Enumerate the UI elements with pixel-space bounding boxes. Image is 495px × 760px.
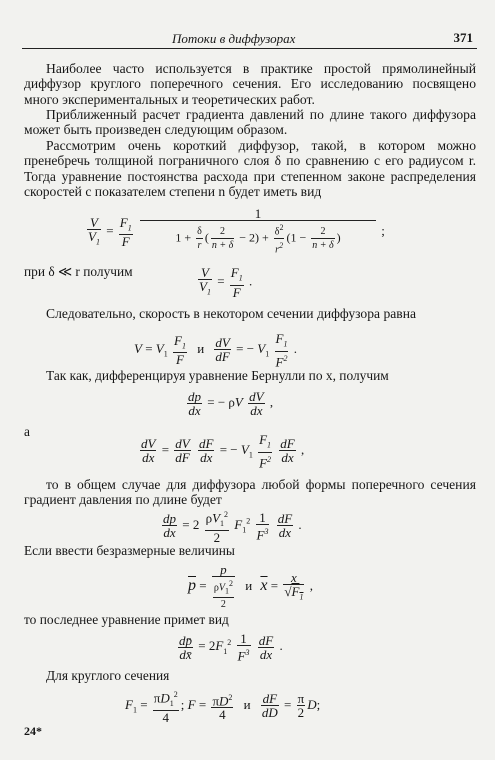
conjunction: и — [197, 340, 205, 356]
letter-a: а — [24, 424, 30, 439]
paragraph-round-section: Для круглого сечения — [46, 668, 170, 683]
running-header — [22, 28, 477, 49]
paragraph-approx: Приближенный расчет градиента давлений по длине такого диффузора может быть произведен следующим образом. — [24, 107, 476, 138]
paragraph-dimensionless: Если ввести безразмерные величины — [24, 543, 235, 558]
paragraph-general-case: то в общем случае для диффузора любой формы поперечного сечения градиент давления по длине будет — [24, 477, 476, 508]
paragraph-intro: Наиболее часто используется в практике простой прямолинейный диффузор круглого поперечного сечения. Его исследованию посвящено много экспериментальных и теоретических работ. — [24, 61, 476, 107]
paragraph-bernoulli: Так как, дифференцируя уравнение Бернулли по x, получим — [46, 368, 389, 383]
when-prefix: при δ ≪ r получим — [24, 264, 133, 279]
equation-flow-rate: $\frac{V}{V_1}$ = $\frac{F_1}{F}$ 1 1 + $\frac{\delta}{r}$ ( $\frac{2}{n + \delta}$ − 2) + $\frac{\delta^2}{r^2}$ (1 − $\frac{2}{n + \delta}$ ) ; — [88, 206, 385, 256]
conjunction: и — [243, 696, 251, 712]
paragraph-consequently: Следовательно, скорость в некотором сечении диффузора равна — [46, 306, 417, 321]
equation-short-diffuser: $\frac{V}{V_1}$ = $\frac{F_1}{F}$ . — [199, 265, 253, 300]
paragraph-consider: Рассмотрим очень короткий диффузор, такой, в котором можно пренебречь толщиной пограничного слоя δ по сравнению с его радиусом r. Тогда уравнение постоянства расхода при степенном законе распределения скоростей с показателем степени n будет иметь вид — [24, 138, 476, 199]
page-number: 371 — [453, 30, 473, 45]
equation-round-section: $F_1$ = $\frac{\pi D_1^2}{4}$ ; F = $\frac{\pi D^2}{4}$ и $\frac{dF}{dD}$ = $\frac{\pi}{2}$ D; — [125, 690, 321, 725]
equation-dimensionless-gradient: $\frac{dp̄}{dx̄}$ = $2F_1^2$ $\frac{1}{F^3}$ $\frac{dF}{dx}$ . — [179, 631, 283, 664]
equation-velocity-gradient: $\frac{dV}{dx}$ = $\frac{dV}{dF}$ $\frac{dF}{dx}$ = − $V_1$ $\frac{F_1}{F^2}$ $\frac{dF}{dx}$ , — [141, 432, 305, 470]
signature-mark: 24* — [24, 724, 42, 738]
equation-bernoulli-derivative: $\frac{dp}{dx}$ = − ρV $\frac{dV}{dx}$ , — [188, 389, 274, 418]
equation-velocity: $V = V_1$ $\frac{F_1}{F}$ и $\frac{dV}{dF}$ = − $V_1$ $\frac{F_1}{F^2}$ . — [134, 331, 297, 369]
conjunction: и — [245, 578, 253, 594]
paragraph-last-eq: то последнее уравнение примет вид — [24, 612, 229, 627]
header-title: Потоки в диффузорах — [172, 31, 296, 46]
equation-pressure-gradient: $\frac{dp}{dx}$ = 2 $\frac{\rho V_1^2}{2}$ $F_1^2$ $\frac{1}{F^3}$ $\frac{dF}{dx}$ . — [163, 509, 302, 545]
equation-dimensionless: $\overline{p}$ = $\frac{p}{\frac{\rho V_1^2}{2}}$ и $\overline{x}$ = $\frac{x}{√F_1}$ , — [188, 562, 313, 611]
